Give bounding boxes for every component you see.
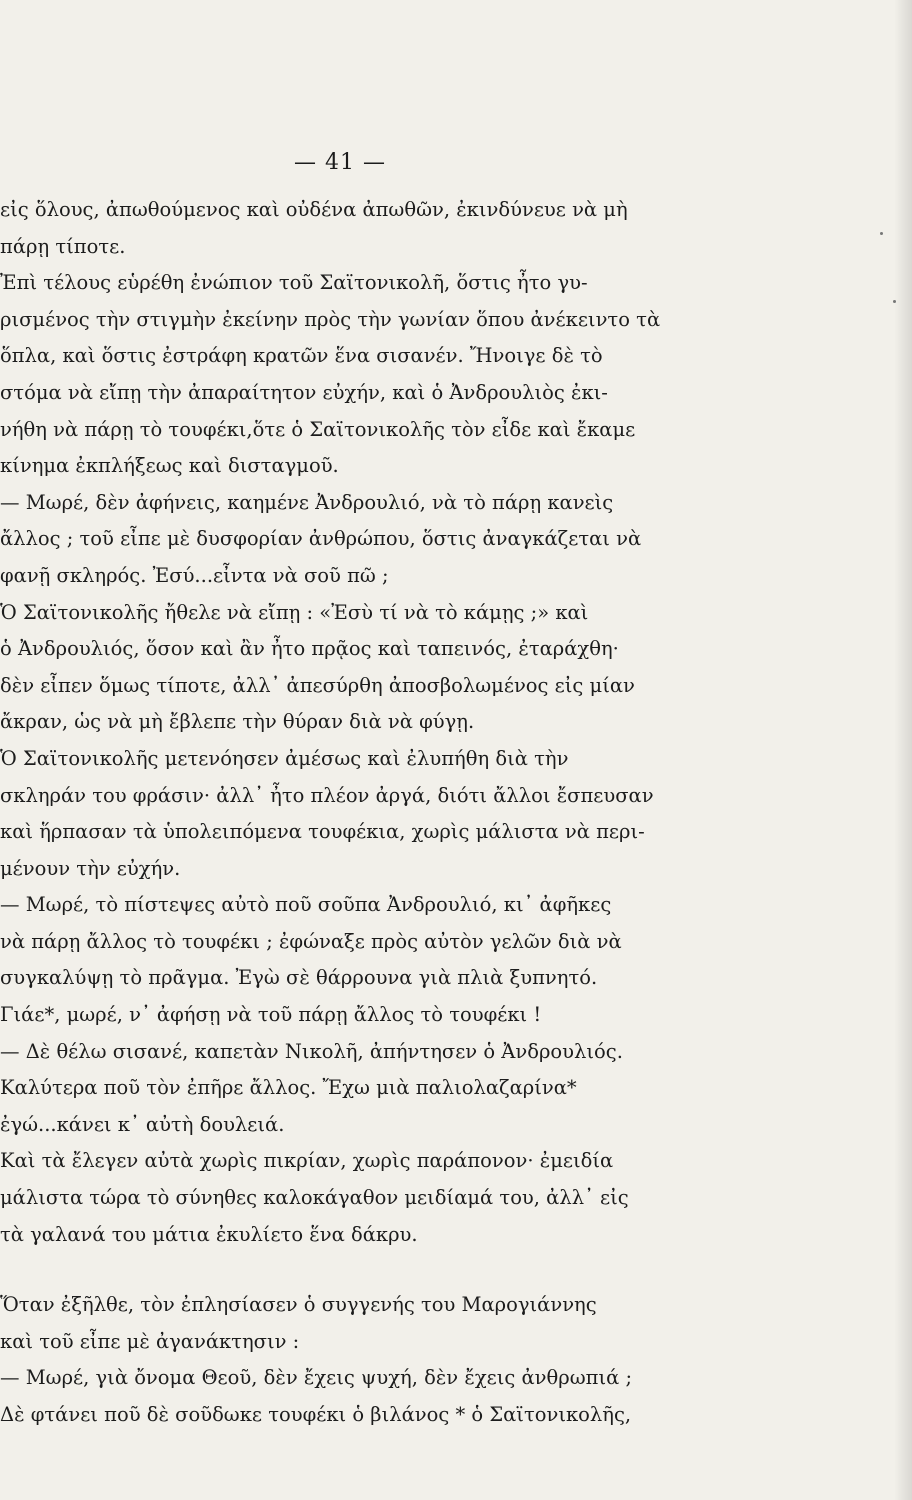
text-line: καὶ ἥρπασαν τὰ ὑπολειπόμενα τουφέκια, χωρὶς μάλιστα νὰ περι- xyxy=(0,820,645,844)
text-line: συγκαλύψῃ τὸ πρᾶγμα. Ἐγὼ σὲ θάρρουνα γιὰ πλιὰ ξυπνητό. xyxy=(0,966,598,990)
page-number: — 41 — xyxy=(294,150,386,175)
text-line: δὲν εἶπεν ὅμως τίποτε, ἀλλ᾽ ἀπεσύρθη ἀποσβολωμένος εἰς μίαν xyxy=(0,673,635,697)
text-line: — Μωρέ, δὲν ἀφήνεις, καημένε Ἀνδρουλιό, νὰ τὸ πάρῃ κανεὶς xyxy=(0,490,614,514)
text-line: φανῇ σκληρός. Ἐσύ...εἶντα νὰ σοῦ πῶ ; xyxy=(0,563,389,587)
paragraph-gap xyxy=(0,1253,712,1287)
paper-speck xyxy=(880,232,883,235)
text-line: ἐγώ...κάνει κ᾽ αὐτὴ δουλειά. xyxy=(0,1112,285,1136)
text-line: νὰ πάρῃ ἄλλος τὸ τουφέκι ; ἐφώναξε πρὸς αὐτὸν γελῶν διὰ νὰ xyxy=(0,929,622,953)
text-line: Ὅταν ἐξῆλθε, τὸν ἐπλησίασεν ὁ συγγενής του Μαρογιάννης xyxy=(0,1293,597,1317)
text-line: Ὁ Σαϊτονικολῆς μετενόησεν ἀμέσως καὶ ἐλυπήθη διὰ τὴν xyxy=(0,746,569,770)
text-line: ρισμένος τὴν στιγμὴν ἐκείνην πρὸς τὴν γωνίαν ὅπου ἀνέκειντο τὰ xyxy=(0,307,661,331)
text-line: Καὶ τὰ ἔλεγεν αὐτὰ χωρὶς πικρίαν, χωρὶς παράπονον· ἐμειδία xyxy=(0,1149,614,1173)
text-line: στόμα νὰ εἴπῃ τὴν ἀπαραίτητον εὐχήν, καὶ ὁ Ἀνδρουλιὸς ἐκι- xyxy=(0,380,608,404)
text-line: τὰ γαλανά του μάτια ἐκυλίετο ἕνα δάκρυ. xyxy=(0,1222,418,1246)
text-line: καὶ τοῦ εἶπε μὲ ἀγανάκτησιν : xyxy=(0,1329,300,1353)
text-line: σκληράν του φράσιν· ἀλλ᾽ ἦτο πλέον ἀργά, διότι ἄλλοι ἔσπευσαν xyxy=(0,783,654,807)
text-line: Δὲ φτάνει ποῦ δὲ σοῦδωκε τουφέκι ὁ βιλάνος * ὁ Σαϊτονικολῆς, xyxy=(0,1403,632,1426)
text-line: Ὁ Σαϊτονικολῆς ἤθελε νὰ εἴπῃ : «Ἐσὺ τί νὰ τὸ κάμῃς ;» καὶ xyxy=(0,600,589,624)
text-line: εἰς ὅλους, ἀπωθούμενος καὶ οὐδένα ἀπωθῶν, ἐκινδύνευε νὰ μὴ xyxy=(0,198,628,221)
text-line: — Μωρέ, τὸ πίστεψες αὐτὸ ποῦ σοῦπα Ἀνδρουλιό, κι᾽ ἀφῆκες xyxy=(0,893,612,917)
text-line: Ἐπὶ τέλους εὑρέθη ἐνώπιον τοῦ Σαϊτονικολῆ, ὅστις ἦτο γυ- xyxy=(0,271,588,295)
text-line: Γιάε*, μωρέ, ν᾽ ἀφήσῃ νὰ τοῦ πάρῃ ἄλλος τὸ τουφέκι ! xyxy=(0,1003,542,1027)
page-edge-shadow xyxy=(894,0,912,1500)
text-line: ὅπλα, καὶ ὅστις ἐστράφη κρατῶν ἕνα σισανέν. Ἤνοιγε δὲ τὸ xyxy=(0,344,603,368)
text-line: νήθη νὰ πάρῃ τὸ τουφέκι,ὅτε ὁ Σαϊτονικολῆς τὸν εἶδε καὶ ἔκαμε xyxy=(0,417,636,441)
body-text xyxy=(0,192,712,1434)
text-line: — Δὲ θέλω σισανέ, καπετὰν Νικολῆ, ἀπήντησεν ὁ Ἀνδρουλιός. xyxy=(0,1039,623,1063)
text-line: πάρῃ τίποτε. xyxy=(0,234,126,258)
text-line: ἄλλος ; τοῦ εἶπε μὲ δυσφορίαν ἀνθρώπου, ὅστις ἀναγκάζεται νὰ xyxy=(0,527,642,551)
text-line: ἄκραν, ὡς νὰ μὴ ἔβλεπε τὴν θύραν διὰ νὰ φύγῃ. xyxy=(0,710,475,734)
text-line: μάλιστα τώρα τὸ σύνηθες καλοκάγαθον μειδίαμά του, ἀλλ᾽ εἰς xyxy=(0,1186,629,1210)
text-line: μένουν τὴν εὐχήν. xyxy=(0,856,181,880)
text-line: κίνημα ἐκπλήξεως καὶ δισταγμοῦ. xyxy=(0,454,339,478)
text-line: Καλύτερα ποῦ τὸν ἐπῆρε ἄλλος. Ἔχω μιὰ παλιολαζαρίνα* xyxy=(0,1076,577,1100)
text-line: ὁ Ἀνδρουλιός, ὅσον καὶ ἂν ἦτο πρᾷος καὶ ταπεινός, ἐταράχθη· xyxy=(0,637,619,661)
text-line: — Μωρέ, γιὰ ὄνομα Θεοῦ, δὲν ἔχεις ψυχή, δὲν ἔχεις ἀνθρωπιά ; xyxy=(0,1366,633,1390)
